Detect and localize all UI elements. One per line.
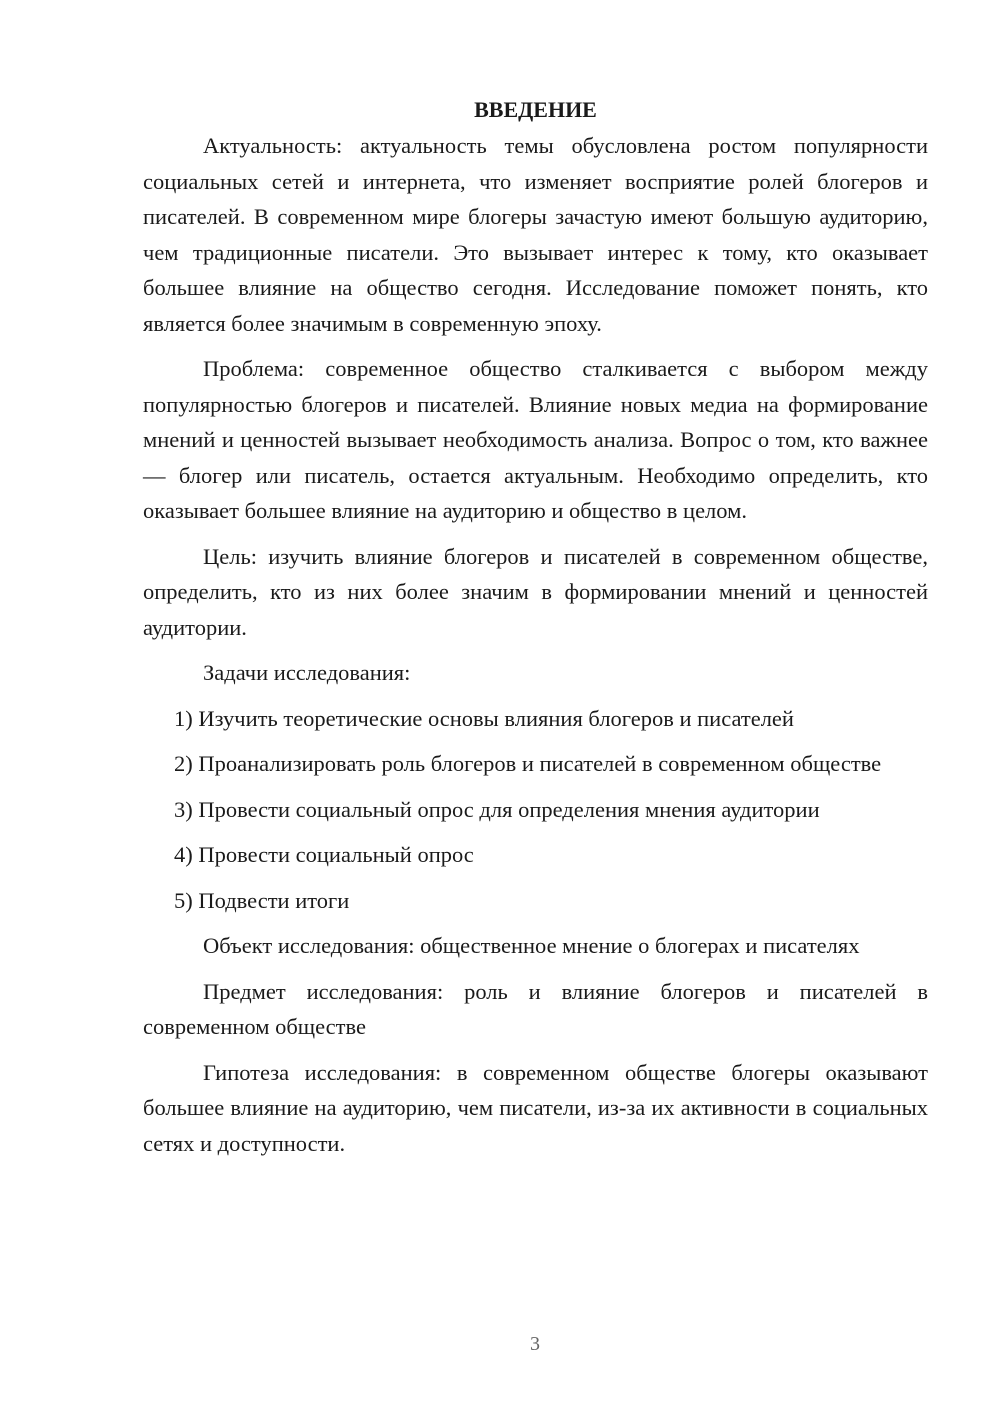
list-item: 2) Проанализировать роль блогеров и писателей в современном обществе — [174, 751, 882, 776]
problem-paragraph: Проблема: современное общество сталкивается с выбором между популярностью блогеров и писателей. Влияние новых медиа на формирование мнений и ценностей вызывает необходимость анализа. Вопрос о том, кто важнее — блогер или писатель, остается актуальным. Необходимо определить, кто оказывает большее влияние на аудиторию и общество в целом. — [143, 356, 928, 523]
tasks-heading: Задачи исследования: — [203, 660, 411, 685]
list-item: 1) Изучить теоретические основы влияния блогеров и писателей — [174, 705, 794, 731]
hypothesis-paragraph: Гипотеза исследования: в современном обществе блогеры оказывают большее влияние на аудиторию, чем писатели, из-за их активности в социальных сетях и доступности. — [143, 1059, 928, 1156]
list-item: 3) Провести социальный опрос для определения мнения аудитории — [174, 796, 820, 822]
page-number: 3 — [530, 1333, 540, 1355]
page-title: ВВЕДЕНИЕ — [474, 97, 597, 122]
goal-paragraph: Цель: изучить влияние блогеров и писателей в современном обществе, определить, кто из них более значим в формировании мнений и ценностей аудитории. — [143, 543, 928, 640]
relevance-paragraph: Актуальность: актуальность темы обусловлена ростом популярности социальных сетей и интернета, что изменяет восприятие ролей блогеров и писателей. В современном мире блогеры зачастую имеют большую аудиторию, чем традиционные писатели. Это вызывает интерес к тому, кто оказывает большее влияние на общество сегодня. Исследование поможет понять, кто является более значимым в современную эпоху. — [143, 133, 928, 336]
list-item: 4) Провести социальный опрос — [174, 842, 474, 867]
subject-paragraph: Предмет исследования: роль и влияние блогеров и писателей в современном обществе — [143, 978, 928, 1039]
object-paragraph: Объект исследования: общественное мнение о блогерах и писателях — [203, 933, 860, 958]
tasks-list — [143, 701, 928, 919]
document-page — [143, 92, 928, 1171]
list-item: 5) Подвести итоги — [174, 887, 350, 913]
